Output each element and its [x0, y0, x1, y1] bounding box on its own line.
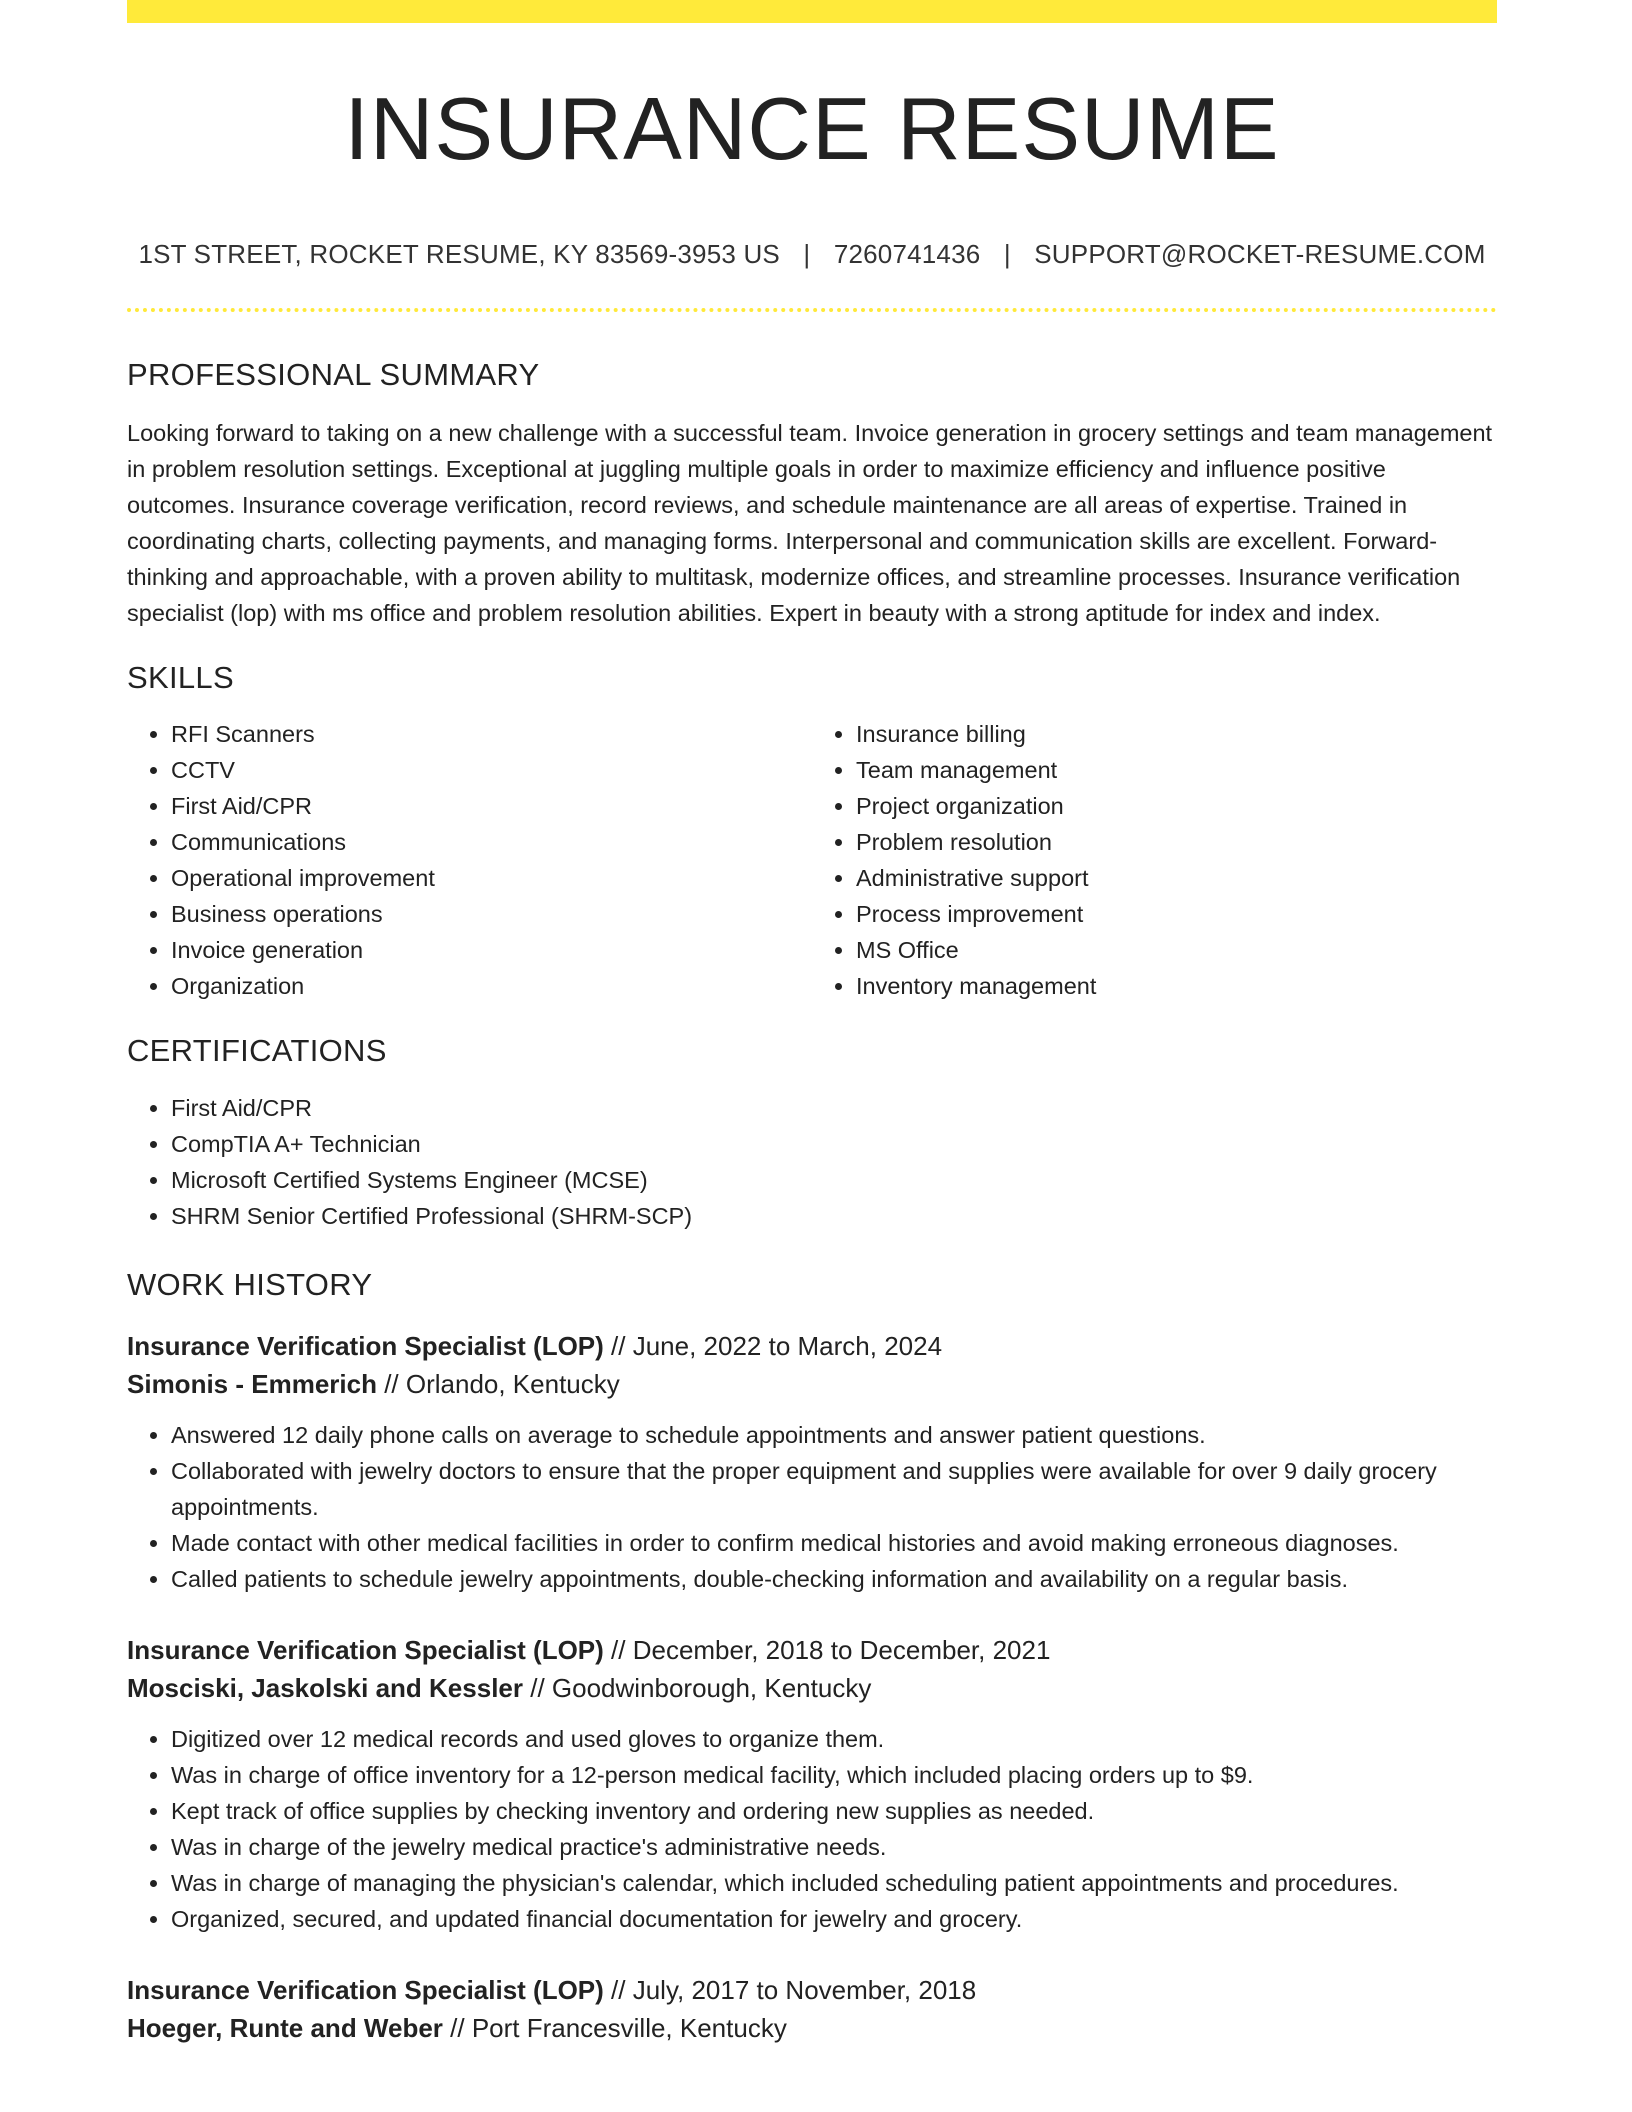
skill-item: • Organization — [171, 968, 812, 1004]
certifications-heading: CERTIFICATIONS — [127, 1033, 387, 1069]
job-bullet: • Was in charge of the jewelry medical practice's administrative needs. — [171, 1829, 1497, 1865]
summary-heading: PROFESSIONAL SUMMARY — [127, 357, 540, 392]
contact-separator: | — [803, 239, 811, 269]
skill-item: • Project organization — [856, 788, 1497, 824]
job-location: // Goodwinborough, Kentucky — [523, 1672, 872, 1703]
work-history-heading: WORK HISTORY — [127, 1266, 373, 1302]
job-company-line — [127, 1365, 1497, 1403]
address-text: 1ST STREET, ROCKET RESUME, KY 83569-3953 US — [138, 239, 780, 269]
work-history-section — [127, 1266, 1497, 2047]
email-text: SUPPORT@ROCKET-RESUME.COM — [1034, 239, 1486, 269]
summary-section — [127, 356, 1497, 631]
job-role-line — [127, 1971, 1497, 2009]
skill-item: • Administrative support — [856, 860, 1497, 896]
job-bullets — [127, 1417, 1497, 1597]
job-company-line — [127, 1669, 1497, 1707]
certification-item: • Microsoft Certified Systems Engineer (MCSE) — [171, 1162, 1497, 1198]
job-bullet: • Was in charge of managing the physician's calendar, which included scheduling patient appointments and procedures. — [171, 1865, 1497, 1901]
summary-text: Looking forward to taking on a new challenge with a successful team. Invoice generation in grocery settings and team management in problem resolution settings. Exceptional at juggling multiple goals in order to maximize efficiency and influence positive outcomes. Insurance coverage verification, record reviews, and schedule maintenance are all areas of expertise. Trained in coordinating charts, collecting payments, and managing forms. Interpersonal and communication skills are excellent. Forward-thinking and approachable, with a proven ability to multitask, modernize offices, and streamline processes. Insurance verification specialist (lop) with ms office and problem resolution abilities. Expert in beauty with a strong aptitude for index and index. — [127, 420, 1493, 627]
certification-item: • SHRM Senior Certified Professional (SHRM-SCP) — [171, 1198, 1497, 1234]
certifications-section — [127, 1032, 1497, 1233]
certifications-list — [127, 1090, 1497, 1234]
certification-item: • CompTIA A+ Technician — [171, 1126, 1497, 1162]
resume-title: INSURANCE RESUME — [344, 79, 1280, 178]
job-location: // Orlando, Kentucky — [376, 1368, 620, 1399]
job-entry — [127, 1327, 1497, 1597]
job-bullet: • Called patients to schedule jewelry appointments, double-checking information and availability on a regular basis. — [171, 1561, 1497, 1597]
phone-text: 7260741436 — [833, 239, 981, 269]
job-company: Simonis - Emmerich — [127, 1368, 377, 1399]
job-dates: // December, 2018 to December, 2021 — [603, 1634, 1051, 1665]
job-dates: // July, 2017 to November, 2018 — [603, 1974, 977, 2005]
job-role-line — [127, 1631, 1497, 1669]
job-bullets — [127, 1721, 1497, 1937]
job-bullet: • Digitized over 12 medical records and used gloves to organize them. — [171, 1721, 1497, 1757]
job-entry — [127, 1631, 1497, 1937]
skill-item: • Insurance billing — [856, 716, 1497, 752]
job-company: Hoeger, Runte and Weber — [127, 2012, 443, 2043]
dotted-divider — [127, 308, 1497, 312]
job-bullet: • Was in charge of office inventory for a 12-person medical facility, which included placing orders up to $9. — [171, 1757, 1497, 1793]
job-location: // Port Francesville, Kentucky — [442, 2012, 787, 2043]
top-accent-bar — [127, 0, 1497, 23]
skill-item: • Invoice generation — [171, 932, 812, 968]
job-company-line — [127, 2009, 1497, 2047]
job-role: Insurance Verification Specialist (LOP) — [127, 1634, 604, 1665]
job-bullet: • Organized, secured, and updated financial documentation for jewelry and grocery. — [171, 1901, 1497, 1937]
job-role: Insurance Verification Specialist (LOP) — [127, 1330, 604, 1361]
resume-page — [127, 0, 1497, 2047]
job-role: Insurance Verification Specialist (LOP) — [127, 1974, 604, 2005]
job-company: Mosciski, Jaskolski and Kessler — [127, 1672, 523, 1703]
job-dates: // June, 2022 to March, 2024 — [603, 1330, 943, 1361]
skill-item: • CCTV — [171, 752, 812, 788]
contact-separator: | — [1003, 239, 1011, 269]
skills-heading: SKILLS — [127, 660, 234, 696]
skill-item: • Operational improvement — [171, 860, 812, 896]
skill-item: • Problem resolution — [856, 824, 1497, 860]
skill-item: • Team management — [856, 752, 1497, 788]
job-bullet: • Answered 12 daily phone calls on average to schedule appointments and answer patient questions. — [171, 1417, 1497, 1453]
skills-left-list — [127, 716, 812, 1004]
skill-item: • Inventory management — [856, 968, 1497, 1004]
skills-right-list — [812, 716, 1497, 1004]
job-bullet: • Collaborated with jewelry doctors to ensure that the proper equipment and supplies were available for over 9 daily grocery appointments. — [171, 1453, 1497, 1525]
skill-item: • Process improvement — [856, 896, 1497, 932]
skill-item: • RFI Scanners — [171, 716, 812, 752]
certification-item: • First Aid/CPR — [171, 1090, 1497, 1126]
job-bullet: • Made contact with other medical facilities in order to confirm medical histories and avoid making erroneous diagnoses. — [171, 1525, 1497, 1561]
job-role-line — [127, 1327, 1497, 1365]
skill-item: • First Aid/CPR — [171, 788, 812, 824]
contact-line — [127, 239, 1497, 270]
skills-columns — [127, 716, 1497, 1004]
skill-item: • MS Office — [856, 932, 1497, 968]
skills-section — [127, 659, 1497, 1004]
skill-item: • Business operations — [171, 896, 812, 932]
skill-item: • Communications — [171, 824, 812, 860]
job-bullet: • Kept track of office supplies by checking inventory and ordering new supplies as needed. — [171, 1793, 1497, 1829]
job-entry — [127, 1971, 1497, 2047]
